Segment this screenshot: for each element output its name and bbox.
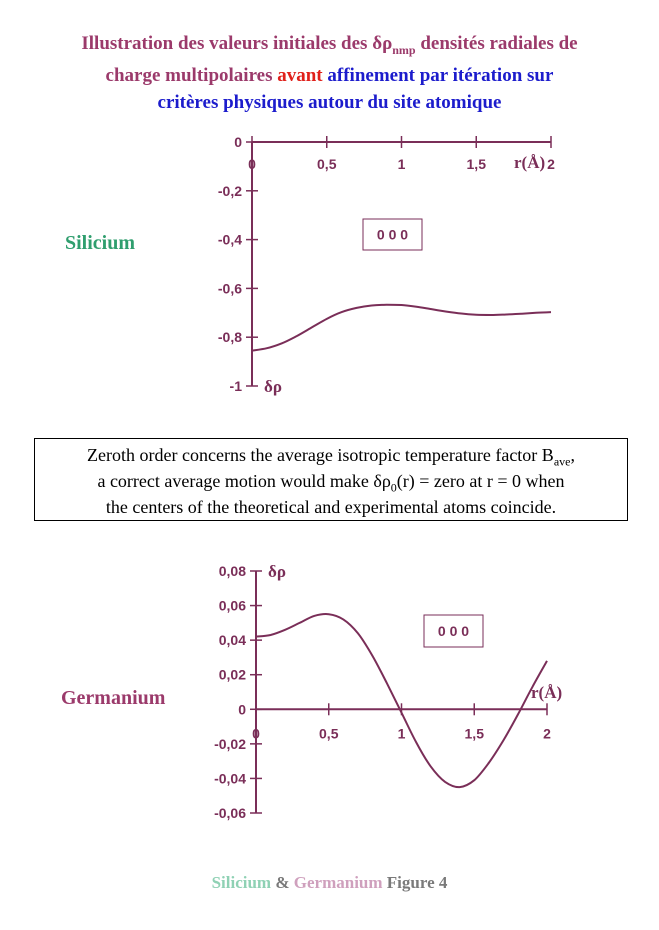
x-axis-label: r(Å) [514,153,546,172]
x-axis-label: r(Å) [531,683,563,702]
silicium-chart [218,134,555,396]
figure-caption: Silicium & Germanium Figure 4 [211,873,448,892]
y-tick-label: 0,04 [218,632,246,649]
y-tick-label: -0,06 [214,805,246,821]
germanium-label: Germanium [61,687,166,709]
x-tick-label: 0,5 [317,156,337,172]
x-tick-label: 0 [252,725,260,742]
y-tick-label: 0,08 [218,563,246,579]
y-tick-label: 0,06 [218,597,246,614]
x-tick-label: 1,5 [466,156,486,172]
y-tick-label: -0,02 [214,735,246,752]
x-tick-label: 0,5 [319,725,339,742]
x-tick-label: 0 [248,156,256,172]
data-series-line [252,305,551,351]
x-tick-label: 1,5 [464,725,484,742]
note-line-1: Zeroth order concerns the average isotropic temperature factor $B_{ave}$, [87,445,575,469]
y-tick-label: 0 [238,701,246,718]
note-line-3: the centers of the theoretical and experimental atoms coincide. [105,497,557,517]
germanium-chart [214,562,562,821]
y-tick-label: -0,4 [217,231,242,248]
y-tick-label: 0 [234,134,242,150]
y-tick-label: -0,2 [217,182,242,199]
y-axis-label: δρ [268,562,286,581]
silicium-label: Silicium [65,232,136,254]
y-tick-label: -0,6 [217,280,242,297]
x-tick-label: 2 [547,156,555,172]
title-line-3: critères physiques autour du site atomique [157,91,502,113]
x-tick-label: 1 [397,156,406,172]
order-box-label: 0 0 0 [437,623,470,639]
x-tick-label: 1 [397,725,406,742]
y-tick-label: 0,02 [218,666,246,683]
y-axis-label: δρ [264,377,282,396]
note-line-2: a correct average motion would make $\delta\rho_0(r)$ = zero at r = 0 when [97,471,565,495]
order-box-label: 0 0 0 [376,226,409,243]
data-series-line [256,614,547,787]
x-tick-label: 2 [543,725,551,742]
y-tick-label: -0,04 [214,770,246,787]
y-tick-label: -1 [229,378,242,394]
note-box [34,438,628,521]
title-line-1: Illustration des valeurs initiales des $\delta\rho_{nmp}$ densités radiales de [81,33,578,57]
title-line-2: charge multipolaires avant affinement par itération sur [105,65,554,87]
y-tick-label: -0,8 [217,329,242,346]
